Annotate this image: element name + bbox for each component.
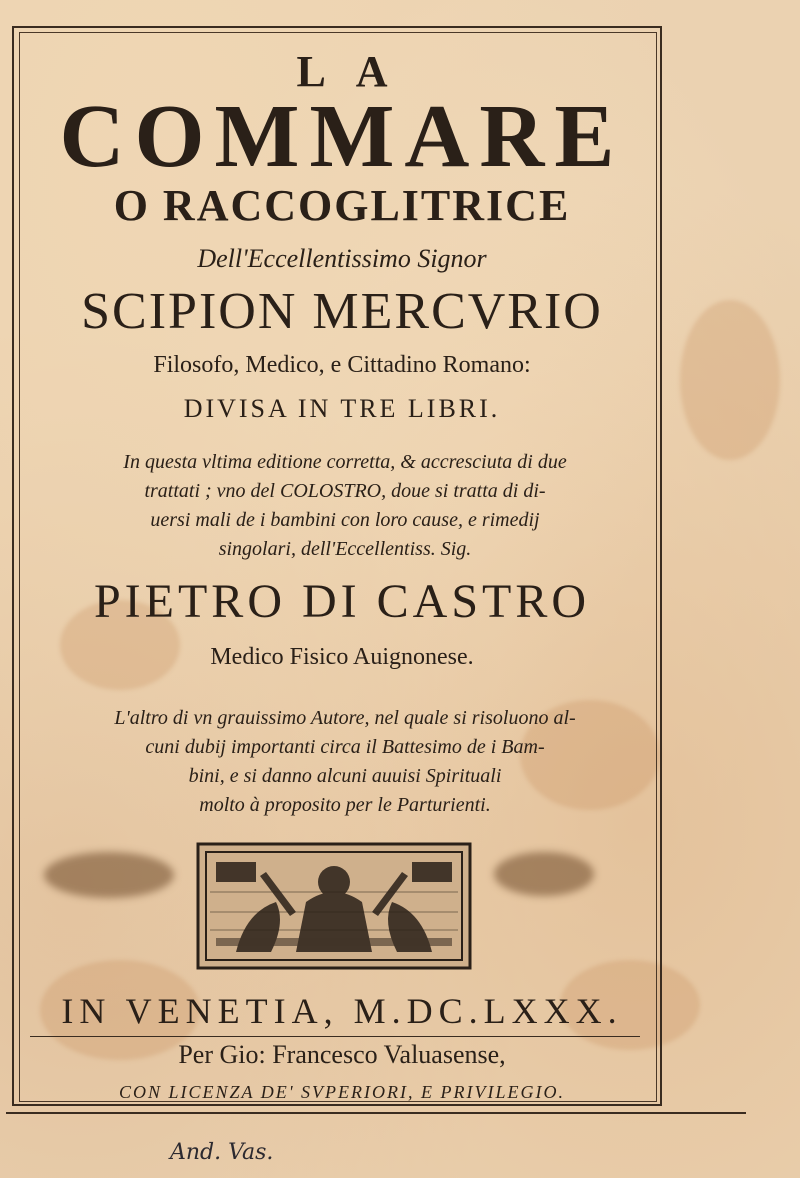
author-intro: Dell'Eccellentissimo Signor [197,244,487,273]
paragraph-line: L'altro di vn grauissimo Autore, nel quale si risoluono al- [114,707,576,729]
paragraph-line: molto à proposito per le Parturienti. [199,794,491,816]
main-title: COMMARE [59,87,625,186]
imprint-place-date: IN VENETIA, M.DC.LXXX. [61,991,623,1031]
stain [680,300,780,460]
paragraph-line: In questa vltima editione corretta, & accresciuta di due [123,451,567,473]
paragraph-line: bini, e si danno alcuni auuisi Spirituali [188,765,502,787]
paragraph-line: cuni dubij importanti circa il Battesimo de i Bam- [145,736,545,758]
paragraph-line: trattati ; vno del COLOSTRO, doue si tratta di di- [144,480,546,502]
paragraph-line: uersi mali de i bambini con loro cause, e rimedij [150,509,540,531]
subtitle: O RACCOGLITRICE [113,181,571,230]
imprint-rule [30,1036,640,1037]
title-article: LA [296,47,418,96]
author-description: Filosofo, Medico, e Cittadino Romano: [153,352,531,378]
second-author-description: Medico Fisico Auignonese. [210,644,474,670]
woodcut-printer-device-icon [196,842,472,970]
ink-smudge-right [494,852,594,896]
license-line: CON LICENZA DE' SVPERIORI, E PRIVILEGIO. [119,1082,565,1102]
second-author-name: PIETRO DI CASTRO [93,575,591,628]
ink-smudge-left [44,852,174,898]
author-name: SCIPION MERCVRIO [81,283,603,340]
division-line: DIVISA IN TRE LIBRI. [183,394,501,423]
handwritten-note: And. Vas. [170,1140,274,1165]
paragraph-line: singolari, dell'Eccellentiss. Sig. [218,538,472,560]
edition-paragraph [30,448,660,564]
second-treatise-paragraph [30,704,660,820]
printer-line: Per Gio: Francesco Valuasense, [178,1040,506,1069]
bottom-rule [6,1112,746,1114]
